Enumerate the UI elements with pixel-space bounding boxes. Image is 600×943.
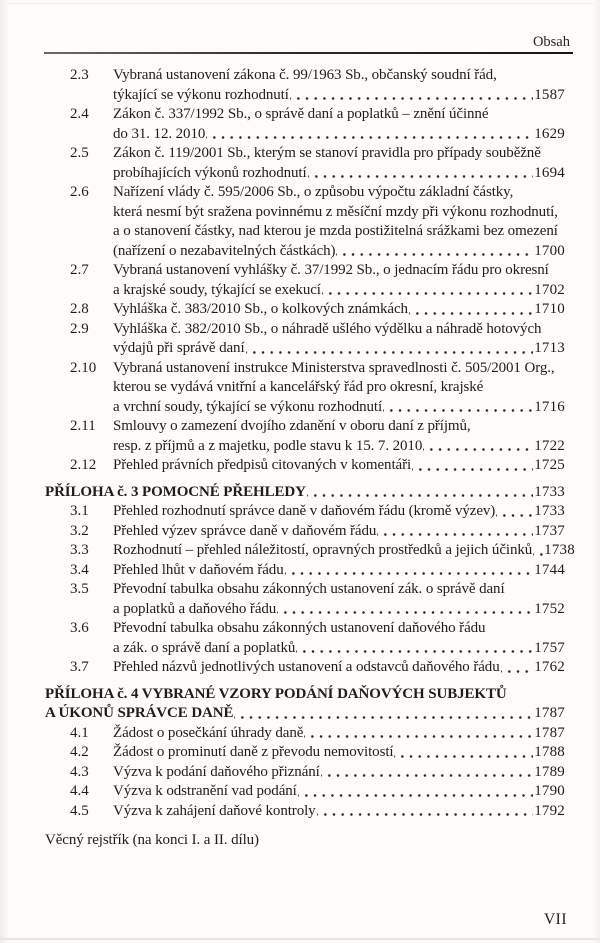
- entry-number: 2.11: [70, 418, 96, 434]
- entry-body: [113, 724, 565, 744]
- entry-text: Vybraná ustanovení vyhlášky č. 37/1992 Sb., o jednacím řádu pro okresní: [113, 262, 549, 278]
- entry-body: [113, 541, 575, 561]
- dot-leader: [409, 306, 533, 320]
- entry-line: [113, 242, 565, 262]
- entry-number: 3.3: [70, 542, 89, 558]
- dot-leader: [298, 788, 533, 802]
- entry-line: [113, 86, 565, 106]
- entry-line: [113, 763, 565, 783]
- dot-leader: [501, 664, 534, 678]
- entry-page-number: 1738: [544, 542, 575, 558]
- dot-leader: [383, 403, 533, 417]
- entry-body: [113, 183, 565, 261]
- entry-number: 4.3: [70, 763, 89, 780]
- toc-section-heading: [45, 483, 565, 503]
- entry-body: [113, 502, 565, 522]
- entry-text: Vyhláška č. 382/2010 Sb., o náhradě ušlého výdělku a náhradě hotových: [113, 320, 542, 337]
- running-header-label: Obsah: [532, 34, 570, 50]
- entry-number: 2.9: [70, 320, 89, 337]
- dot-leader: [290, 91, 533, 105]
- entry-text: Přehled právních předpisů citovaných v komentáři: [113, 457, 412, 473]
- dot-leader: [377, 527, 533, 541]
- dot-leader: [423, 442, 533, 456]
- entry-text: a o stanovení částky, nad kterou je mzda postižitelná srážkami bez omezení: [113, 223, 558, 239]
- entry-body: [113, 782, 565, 802]
- entry-page-number: 1716: [534, 398, 565, 415]
- entry-page-number: 1789: [534, 763, 565, 780]
- entry-line: [113, 66, 565, 86]
- entry-number: 2.8: [70, 301, 89, 317]
- dot-leader: [308, 169, 534, 183]
- dot-leader: [496, 508, 533, 522]
- entry-line: [113, 203, 565, 223]
- entry-line: [113, 281, 565, 301]
- entry-number: 4.4: [70, 783, 89, 799]
- entry-text: Výzva k zahájení daňové kontroly: [113, 802, 316, 819]
- toc-entry: [45, 619, 565, 658]
- entry-body: [113, 561, 565, 581]
- toc-section: [45, 66, 565, 476]
- entry-number: 2.6: [70, 184, 89, 200]
- entry-page-number: 1787: [534, 724, 565, 741]
- entry-text: probíhajících výkonů rozhodnutí: [113, 164, 307, 181]
- entry-number: 4.5: [70, 802, 89, 819]
- toc-entry: [45, 456, 565, 476]
- toc-entry: [45, 105, 565, 144]
- running-header: [533, 34, 570, 51]
- dot-leader: [285, 566, 534, 580]
- entry-number: 4.2: [70, 744, 89, 760]
- heading-text: PŘÍLOHA č. 3 POMOCNÉ PŘEHLEDY: [45, 483, 306, 500]
- toc-entry: [45, 743, 565, 763]
- entry-body: [113, 763, 565, 783]
- toc-entry: [45, 359, 565, 418]
- entry-number: 2.4: [70, 106, 89, 122]
- entry-line: [113, 522, 565, 542]
- entry-line: [113, 743, 565, 763]
- toc-entry: [45, 522, 565, 542]
- entry-line: [113, 658, 565, 678]
- toc-entry: [45, 724, 565, 744]
- entry-body: [113, 522, 565, 542]
- entry-number: 2.12: [70, 457, 97, 473]
- toc-entry: [45, 561, 565, 581]
- entry-text: Převodní tabulka obsahu zákonných ustanovení zák. o správě daní: [113, 581, 505, 597]
- entry-text: týkající se výkonu rozhodnutí: [113, 86, 289, 103]
- toc-entry: [45, 541, 575, 561]
- entry-page-number: 1790: [534, 783, 565, 799]
- entry-page-number: 1587: [534, 86, 565, 103]
- entry-line: [113, 320, 565, 340]
- entry-line: [113, 359, 565, 379]
- entry-text: Žádost o prominutí daně z převodu nemovitostí: [113, 744, 394, 760]
- scan-edge-top: [6, 3, 594, 4]
- entry-line: [113, 398, 565, 418]
- entry-text: Výzva k odstranění vad podání: [113, 783, 297, 799]
- entry-body: [113, 802, 565, 822]
- entry-number: 2.7: [70, 262, 89, 278]
- dot-leader: [321, 768, 533, 782]
- entry-page-number: 1792: [534, 802, 565, 819]
- entry-page-number: 1787: [534, 705, 565, 721]
- entry-text: Žádost o posečkání úhrady daně: [113, 724, 304, 741]
- entry-text: Vyhláška č. 383/2010 Sb., o kolkových známkách: [113, 301, 408, 317]
- entry-page-number: 1722: [534, 437, 565, 454]
- entry-number: 2.3: [70, 67, 89, 83]
- entry-body: [113, 261, 565, 300]
- entry-line: [113, 724, 565, 744]
- scan-edge-right: [592, 0, 600, 943]
- entry-page-number: 1788: [534, 744, 565, 760]
- entry-line: [113, 502, 565, 522]
- entry-text: Přehled názvů jednotlivých ustanovení a odstavců daňového řádu: [113, 659, 500, 675]
- entry-line: [113, 802, 565, 822]
- entry-text: Převodní tabulka obsahu zákonných ustanovení daňového řádu: [113, 620, 486, 636]
- toc-entry: [45, 580, 565, 619]
- entry-line: [113, 782, 565, 802]
- dot-leader: [322, 286, 533, 300]
- entry-body: [113, 300, 565, 320]
- entry-page-number: 1710: [534, 301, 565, 317]
- entry-text: Přehled lhůt v daňovém řádu: [113, 561, 284, 578]
- entry-body: [113, 144, 565, 183]
- entry-body: [113, 619, 565, 658]
- entry-number: 3.4: [70, 561, 89, 578]
- toc-entry: [45, 183, 565, 261]
- entry-page-number: 1733: [534, 503, 565, 519]
- entry-text: a vrchní soudy, týkající se výkonu rozhodnutí: [113, 398, 383, 415]
- entry-text: Zákon č. 119/2001 Sb., kterým se stanoví pravidla pro případy souběžně: [113, 145, 541, 161]
- page-number: VII: [543, 911, 567, 928]
- dot-leader: [206, 130, 533, 144]
- dot-leader: [412, 462, 533, 476]
- toc-section-heading: [45, 685, 565, 724]
- entry-page-number: 1629: [534, 125, 565, 142]
- table-of-contents: [45, 64, 575, 851]
- entry-body: [113, 658, 565, 678]
- dot-leader: [296, 644, 533, 658]
- toc-entry: [45, 802, 565, 822]
- toc-entry: [45, 417, 565, 456]
- entry-number: 3.7: [70, 659, 89, 675]
- entry-text: a krajské soudy, týkající se exekucí: [113, 281, 321, 298]
- entry-page-number: 1752: [534, 600, 565, 617]
- entry-body: [113, 580, 565, 619]
- entry-line: [113, 300, 565, 320]
- entry-line: [113, 222, 565, 242]
- entry-line: [113, 619, 565, 639]
- toc-entry: [45, 782, 565, 802]
- dot-leader: [304, 729, 533, 743]
- footer-note: Věcný rejstřík (na konci I. a II. dílu): [45, 832, 259, 848]
- entry-number: 3.6: [70, 620, 89, 636]
- entry-text: Rozhodnutí – přehled náležitostí, opravných prostředků a jejich účinků: [113, 542, 533, 558]
- heading-line: [45, 483, 565, 503]
- toc-section: [45, 483, 575, 678]
- entry-line: [113, 183, 565, 203]
- entry-text: kterou se vydává vnitřní a kancelářský řád pro okresní, krajské: [113, 379, 484, 395]
- dot-leader: [336, 247, 533, 261]
- toc-entry: [45, 763, 565, 783]
- heading-text: A ÚKONŮ SPRÁVCE DANĚ: [45, 705, 234, 721]
- entry-line: [113, 639, 565, 659]
- entry-text: Přehled rozhodnutí správce daně v daňovém řádu (kromě výzev): [113, 503, 496, 519]
- entry-body: [113, 417, 565, 456]
- dot-leader: [277, 605, 533, 619]
- entry-body: [113, 320, 565, 359]
- entry-line: [113, 456, 565, 476]
- entry-page-number: 1700: [534, 242, 565, 259]
- entry-text: Vybraná ustanovení instrukce Ministerstva spravedlnosti č. 505/2001 Org.,: [113, 359, 555, 376]
- entry-page-number: 1762: [534, 659, 565, 675]
- entry-page-number: 1725: [534, 457, 565, 473]
- entry-text: resp. z příjmů a z majetku, podle stavu k 15. 7. 2010: [113, 437, 423, 454]
- entry-text: Přehled výzev správce daně v daňovém řádu: [113, 522, 377, 539]
- entry-body: [113, 359, 565, 418]
- entry-text: do 31. 12. 2010: [113, 125, 206, 142]
- entry-line: [113, 600, 565, 620]
- entry-line: [113, 125, 565, 145]
- dot-leader: [307, 488, 533, 502]
- entry-number: 4.1: [70, 724, 89, 741]
- toc-entry: [45, 320, 565, 359]
- entry-body: [113, 456, 565, 476]
- dot-leader: [317, 807, 534, 821]
- toc-entry: [45, 144, 565, 183]
- toc-section: [45, 685, 565, 822]
- entry-text: a zák. o správě daní a poplatků: [113, 639, 296, 656]
- entry-line: [113, 105, 565, 125]
- entry-page-number: 1744: [534, 561, 565, 578]
- entry-line: [113, 417, 565, 437]
- entry-text: a poplatků a daňového řádu: [113, 600, 277, 617]
- entry-text: Vybraná ustanovení zákona č. 99/1963 Sb., občanský soudní řád,: [113, 67, 497, 83]
- entry-text: která nesmí být sražena povinnému z měsíční mzdy při výkonu rozhodnutí,: [113, 203, 558, 220]
- entry-number: 2.5: [70, 145, 89, 161]
- entry-line: [113, 144, 565, 164]
- entry-number: 3.2: [70, 522, 89, 539]
- entry-page-number: 1702: [534, 281, 565, 298]
- entry-line: [113, 164, 565, 184]
- entry-text: Nařízení vlády č. 595/2006 Sb., o způsobu výpočtu základní částky,: [113, 184, 514, 200]
- entry-line: [113, 261, 565, 281]
- entry-page-number: 1737: [534, 522, 565, 539]
- entry-body: [113, 743, 565, 763]
- heading-text: PŘÍLOHA č. 4 VYBRANÉ VZORY PODÁNÍ DAŇOVÝCH SUBJEKTŮ: [45, 685, 507, 702]
- entry-page-number: 1757: [534, 639, 565, 656]
- toc-entry: [45, 502, 565, 522]
- dot-leader: [234, 710, 533, 724]
- toc-entry: [45, 300, 565, 320]
- entry-text: Zákon č. 337/1992 Sb., o správě daní a poplatků – znění účinné: [113, 106, 489, 122]
- entry-body: [113, 105, 565, 144]
- entry-text: (nařízení o nezabavitelných částkách): [113, 242, 336, 259]
- entry-line: [113, 339, 565, 359]
- entry-number: 3.5: [70, 581, 89, 597]
- entry-line: [113, 580, 565, 600]
- dot-leader: [394, 749, 533, 763]
- entry-line: [113, 541, 575, 561]
- heading-line: [45, 685, 565, 705]
- entry-text: Výzva k podání daňového přiznání: [113, 763, 320, 780]
- dot-leader: [533, 547, 543, 561]
- heading-line: [45, 704, 565, 724]
- scan-edge-bottom: [0, 938, 600, 940]
- entry-line: [113, 378, 565, 398]
- toc-entry: [45, 261, 565, 300]
- scan-edge-left: [0, 0, 10, 943]
- entry-line: [113, 561, 565, 581]
- toc-entry: [45, 66, 565, 105]
- entry-page-number: 1733: [534, 483, 565, 500]
- entry-line: [113, 437, 565, 457]
- entry-text: výdajů při správě daní: [113, 340, 245, 356]
- entry-number: 2.10: [70, 359, 97, 376]
- entry-text: Smlouvy o zamezení dvojího zdanění v oboru daní z příjmů,: [113, 418, 471, 434]
- entry-body: [113, 66, 565, 105]
- dot-leader: [246, 345, 534, 359]
- entry-page-number: 1713: [534, 340, 565, 356]
- entry-page-number: 1694: [534, 164, 565, 181]
- entry-number: 3.1: [70, 503, 89, 519]
- toc-entry: [45, 658, 565, 678]
- header-rule: [44, 52, 573, 54]
